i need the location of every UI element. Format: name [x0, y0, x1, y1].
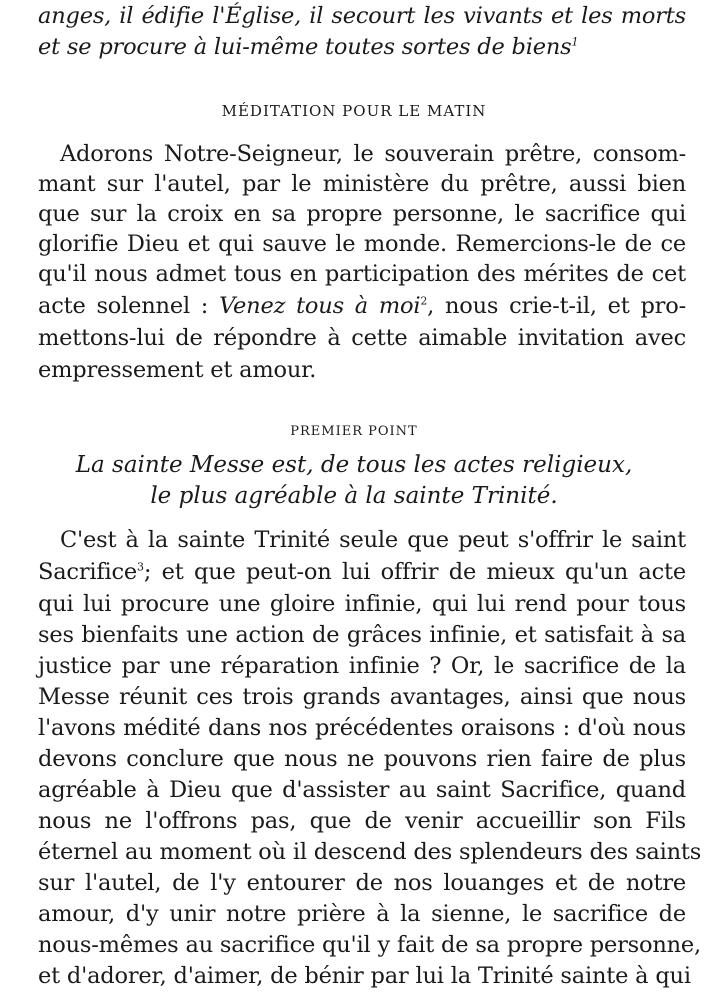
opening-line-2-text: et se procure à lui-même toutes sortes de biens — [38, 34, 572, 60]
body-line-2 — [38, 558, 686, 587]
body-line-10: nous ne l'offrons pas, que de venir accueillir son Fils — [38, 808, 686, 834]
point-subtitle-2: le plus agréable à la sainte Trinité. — [150, 483, 558, 509]
body-line-13: amour, d'y unir notre prière à la sienne, le sacrifice de — [38, 901, 686, 927]
opening-line-1: anges, il édifie l'Église, il secourt les vivants et les morts — [38, 3, 686, 29]
meditation-line-2: mant sur l'autel, par le ministère du prêtre, aussi bien — [38, 171, 686, 197]
body-line-14: nous-mêmes au sacrifice qu'il y fait de sa propre personne, — [38, 932, 701, 958]
body-line-11: éternel au moment où il descend des splendeurs des saints — [38, 839, 702, 865]
body-line-2-start: Sacrifice — [38, 559, 138, 585]
point-heading: PREMIER POINT — [290, 424, 418, 439]
body-line-5: justice par une réparation infinie ? Or, le sacrifice de la — [38, 653, 686, 679]
meditation-line-6 — [38, 292, 686, 321]
body-line-1: C'est à la sainte Trinité seule que peut s'offrir le saint — [60, 527, 686, 553]
footnote-ref-1: 1 — [571, 35, 579, 49]
footnote-ref-3: 3 — [137, 560, 144, 574]
footnote-ref-2: 2 — [420, 294, 428, 308]
body-line-12: sur l'autel, de l'y entourer de nos louanges et de notre — [38, 870, 686, 896]
body-line-15: et d'adorer, d'aimer, de bénir par lui la Trinité sainte à qui — [38, 963, 691, 989]
quotation-venez-tous: Venez tous à moi — [219, 293, 421, 319]
opening-line-2 — [38, 33, 686, 62]
body-line-6: Messe réunit ces trois grands avantages, ainsi que nous — [38, 684, 686, 710]
meditation-line-8: empressement et amour. — [38, 357, 317, 383]
body-line-7: l'avons médité dans nos précédentes oraisons : d'où nous — [38, 715, 686, 741]
meditation-line-6-end: , nous crie-t-il, et pro- — [427, 293, 686, 319]
point-subtitle-1: La sainte Messe est, de tous les actes religieux, — [75, 452, 633, 478]
meditation-line-5: qu'il nous admet tous en participation des mérites de cet — [38, 261, 686, 287]
meditation-line-7: mettons-lui de répondre à cette aimable invitation avec — [38, 325, 686, 351]
meditation-line-6-start: acte solennel : — [38, 293, 220, 319]
meditation-heading: MÉDITATION POUR LE MATIN — [221, 102, 487, 120]
body-line-9: agréable à Dieu que d'assister au saint Sacrifice, quand — [38, 777, 686, 803]
body-line-3: qui lui procure une gloire infinie, qui lui rend pour tous — [38, 591, 686, 617]
meditation-line-1: Adorons Notre-Seigneur, le souverain prêtre, consom- — [60, 141, 686, 167]
meditation-line-4: glorifie Dieu et qui sauve le monde. Remercions-le de ce — [38, 231, 686, 257]
body-line-2-end: ; et que peut-on lui offrir de mieux qu'un acte — [143, 559, 686, 585]
body-line-8: devons conclure que nous ne pouvons rien faire de plus — [38, 746, 686, 772]
meditation-line-3: que sur la croix en sa propre personne, le sacrifice qui — [38, 201, 686, 227]
body-line-4: ses bienfaits une action de grâces infinie, et satisfait à sa — [38, 622, 686, 648]
